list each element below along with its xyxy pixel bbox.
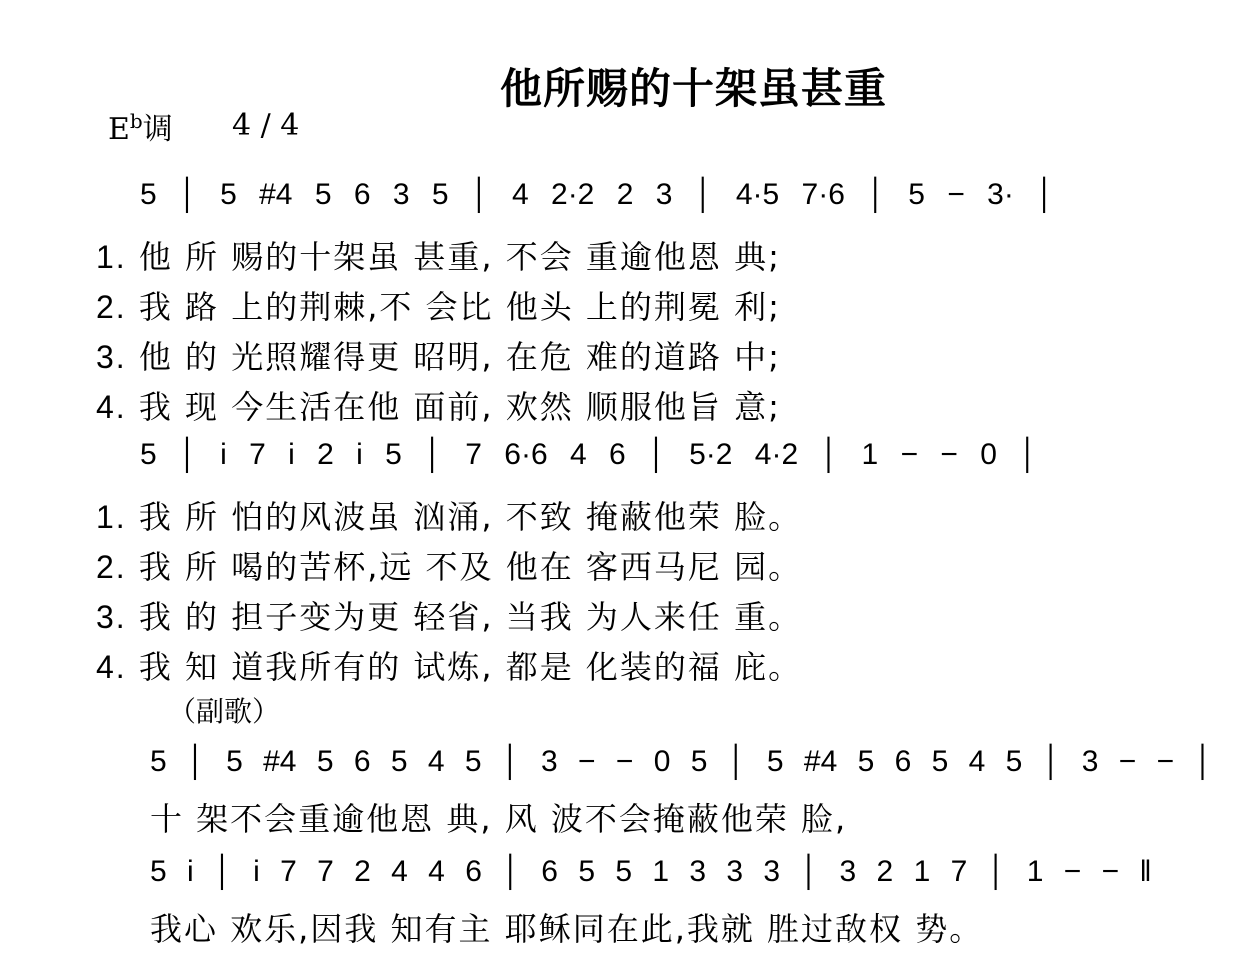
system2-verse-2 — [96, 542, 802, 588]
key-note: E — [108, 112, 130, 147]
verse-text: 我 现 今生活在他 面前, 欢然 顺服他旨 意; — [138, 388, 781, 426]
system1-verse-4 — [96, 382, 781, 428]
key-signature — [108, 104, 173, 148]
verse-text: 我 路 上的荆棘,不 会比 他头 上的荆冕 利; — [138, 288, 781, 326]
verse-text: 我 的 担子变为更 轻省, 当我 为人来任 重。 — [138, 598, 803, 636]
chorus-label: （副歌） — [168, 695, 281, 728]
verse-number: 3. — [96, 339, 127, 375]
verse-number: 4. — [96, 649, 127, 685]
verse-number: 1. — [96, 499, 127, 535]
verse-number: 2. — [96, 549, 127, 585]
system2-notes: 5 │ i 7 i 2 i 5 │ 7 6·6 4 6 │ 5·2 4·2 │ 1 − − 0 │ — [140, 438, 1039, 471]
time-signature: 4 / 4 — [232, 108, 300, 143]
chorus1-notes: 5 │ 5 #4 5 6 5 4 5 │ 3 − − 0 5 │ 5 #4 5 6 5 4 5 │ 3 − − │ — [150, 745, 1214, 778]
chorus2-notes: 5 i │ i 7 7 2 4 4 6 │ 6 5 5 1 3 3 3 │ 3 2 1 7 │ 1 − − ‖ — [150, 855, 1152, 888]
verse-number: 1. — [96, 239, 127, 275]
key-accidental: b — [129, 109, 143, 133]
verse-text: 他 的 光照耀得更 昭明, 在危 难的道路 中; — [138, 338, 781, 376]
chorus1-lyric: 十 架不会重逾他恩 典, 风 波不会掩蔽他荣 脸, — [150, 800, 848, 838]
key-mode: 调 — [142, 112, 173, 147]
verse-text: 我 知 道我所有的 试炼, 都是 化装的福 庇。 — [138, 648, 803, 686]
system1-verse-3 — [96, 332, 781, 378]
system1-notes: 5 │ 5 #4 5 6 3 5 │ 4 2·2 2 3 │ 4·5 7·6 │ 5 − 3· │ — [140, 178, 1055, 211]
system2-verse-4 — [96, 642, 802, 688]
verse-number: 2. — [96, 289, 127, 325]
verse-text: 我 所 怕的风波虽 汹涌, 不致 掩蔽他荣 脸。 — [138, 498, 803, 536]
system1-verse-2 — [96, 282, 781, 328]
verse-text: 他 所 赐的十架虽 甚重, 不会 重逾他恩 典; — [138, 238, 781, 276]
system2-verse-3 — [96, 592, 802, 638]
system2-verse-1 — [96, 492, 802, 538]
chorus2-lyric: 我心 欢乐,因我 知有主 耶稣同在此,我就 胜过敌权 势。 — [150, 910, 984, 948]
verse-number: 3. — [96, 599, 127, 635]
verse-number: 4. — [96, 389, 127, 425]
verse-text: 我 所 喝的苦杯,远 不及 他在 客西马尼 园。 — [138, 548, 803, 586]
song-title: 他所赐的十架虽甚重 — [500, 64, 888, 113]
system1-verse-1 — [96, 232, 781, 278]
